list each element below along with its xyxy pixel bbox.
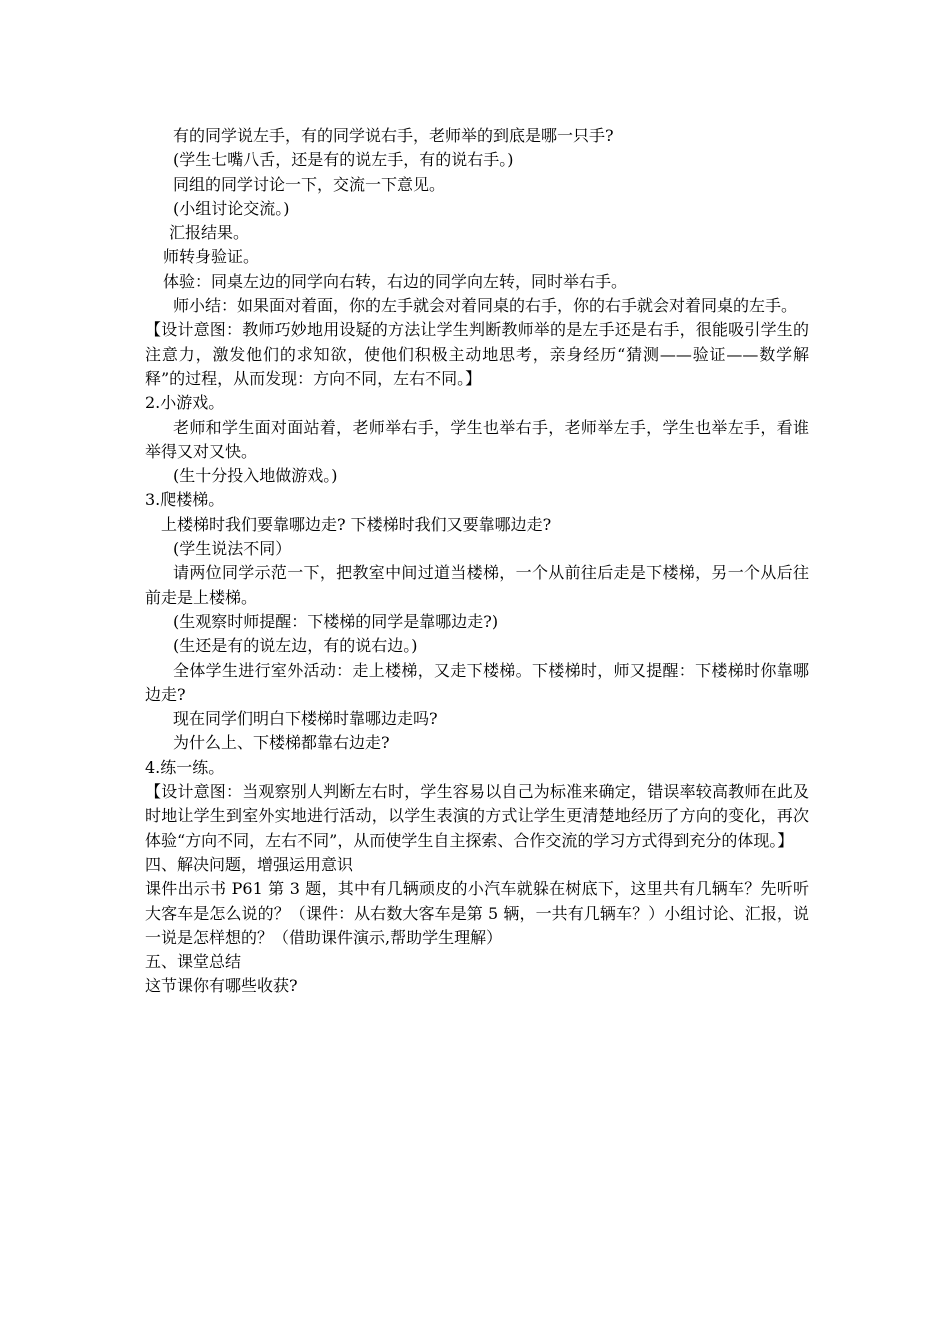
paragraph: 课件出示书 P61 第 3 题，其中有几辆顽皮的小汽车就躲在树底下，这里共有几辆车？先听听大客车是怎么说的？（课件：从右数大客车是第 5 辆，一共有几辆车？）小组讨论、汇报，说一说是怎样想的？（借助课件演示,帮助学生理解） bbox=[145, 879, 809, 947]
design-intent-note: 【设计意图：当观察别人判断左右时，学生容易以自己为标准来确定，错误率较高教师在此及时地让学生到室外实地进行活动，以学生表演的方式让学生更清楚地经历了方向的变化，再次体验“方向不同，左右不同”，从而使学生自主探索、合作交流的学习方式得到充分的体现。】 bbox=[145, 782, 809, 850]
paragraph: 师小结：如果面对着面，你的左手就会对着同桌的右手，你的右手就会对着同桌的左手。 bbox=[173, 296, 798, 316]
paragraph: 全体学生进行室外活动：走上楼梯，又走下楼梯。下楼梯时，师又提醒：下楼梯时你靠哪边走? bbox=[145, 660, 809, 704]
section-heading: 4.练一练。 bbox=[145, 757, 225, 777]
paragraph: (生十分投入地做游戏。) bbox=[173, 466, 338, 486]
paragraph: 师转身验证。 bbox=[163, 247, 260, 267]
paragraph: (学生说法不同） bbox=[173, 539, 292, 559]
paragraph: (小组讨论交流。) bbox=[173, 198, 290, 218]
paragraph: 体验：同桌左边的同学向右转，右边的同学向左转，同时举右手。 bbox=[163, 271, 628, 291]
paragraph: 老师和学生面对面站着，老师举右手，学生也举右手，老师举左手，学生也举左手，看谁举得又对又快。 bbox=[145, 417, 809, 461]
paragraph: 同组的同学讨论一下，交流一下意见。 bbox=[173, 174, 446, 194]
section-heading: 2.小游戏。 bbox=[145, 393, 225, 413]
paragraph: 这节课你有哪些收获? bbox=[145, 976, 298, 996]
paragraph: 上楼梯时我们要靠哪边走? 下楼梯时我们又要靠哪边走? bbox=[161, 514, 552, 534]
paragraph: (学生七嘴八舌，还是有的说左手，有的说右手。) bbox=[173, 150, 514, 170]
section-heading: 四、解决问题，增强运用意识 bbox=[145, 854, 354, 874]
paragraph: (生还是有的说左边，有的说右边。) bbox=[173, 636, 418, 656]
design-intent-note: 【设计意图：教师巧妙地用设疑的方法让学生判断教师举的是左手还是右手，很能吸引学生的注意力，激发他们的求知欲，使他们积极主动地思考，亲身经历“猜测——验证——数学解释”的过程，从而发现：方向不同，左右不同。】 bbox=[145, 320, 809, 388]
section-heading: 五、课堂总结 bbox=[145, 952, 242, 972]
paragraph: (生观察时师提醒：下楼梯的同学是靠哪边走?) bbox=[173, 611, 499, 631]
paragraph: 请两位同学示范一下，把教室中间过道当楼梯，一个从前往后走是下楼梯，另一个从后往前走是上楼梯。 bbox=[145, 563, 809, 607]
paragraph: 现在同学们明白下楼梯时靠哪边走吗? bbox=[173, 709, 438, 729]
paragraph: 为什么上、下楼梯都靠右边走? bbox=[173, 733, 390, 753]
document-body bbox=[145, 124, 809, 999]
paragraph: 汇报结果。 bbox=[169, 223, 250, 243]
paragraph: 有的同学说左手，有的同学说右手，老师举的到底是哪一只手? bbox=[173, 126, 614, 145]
section-heading: 3.爬楼梯。 bbox=[145, 490, 225, 510]
